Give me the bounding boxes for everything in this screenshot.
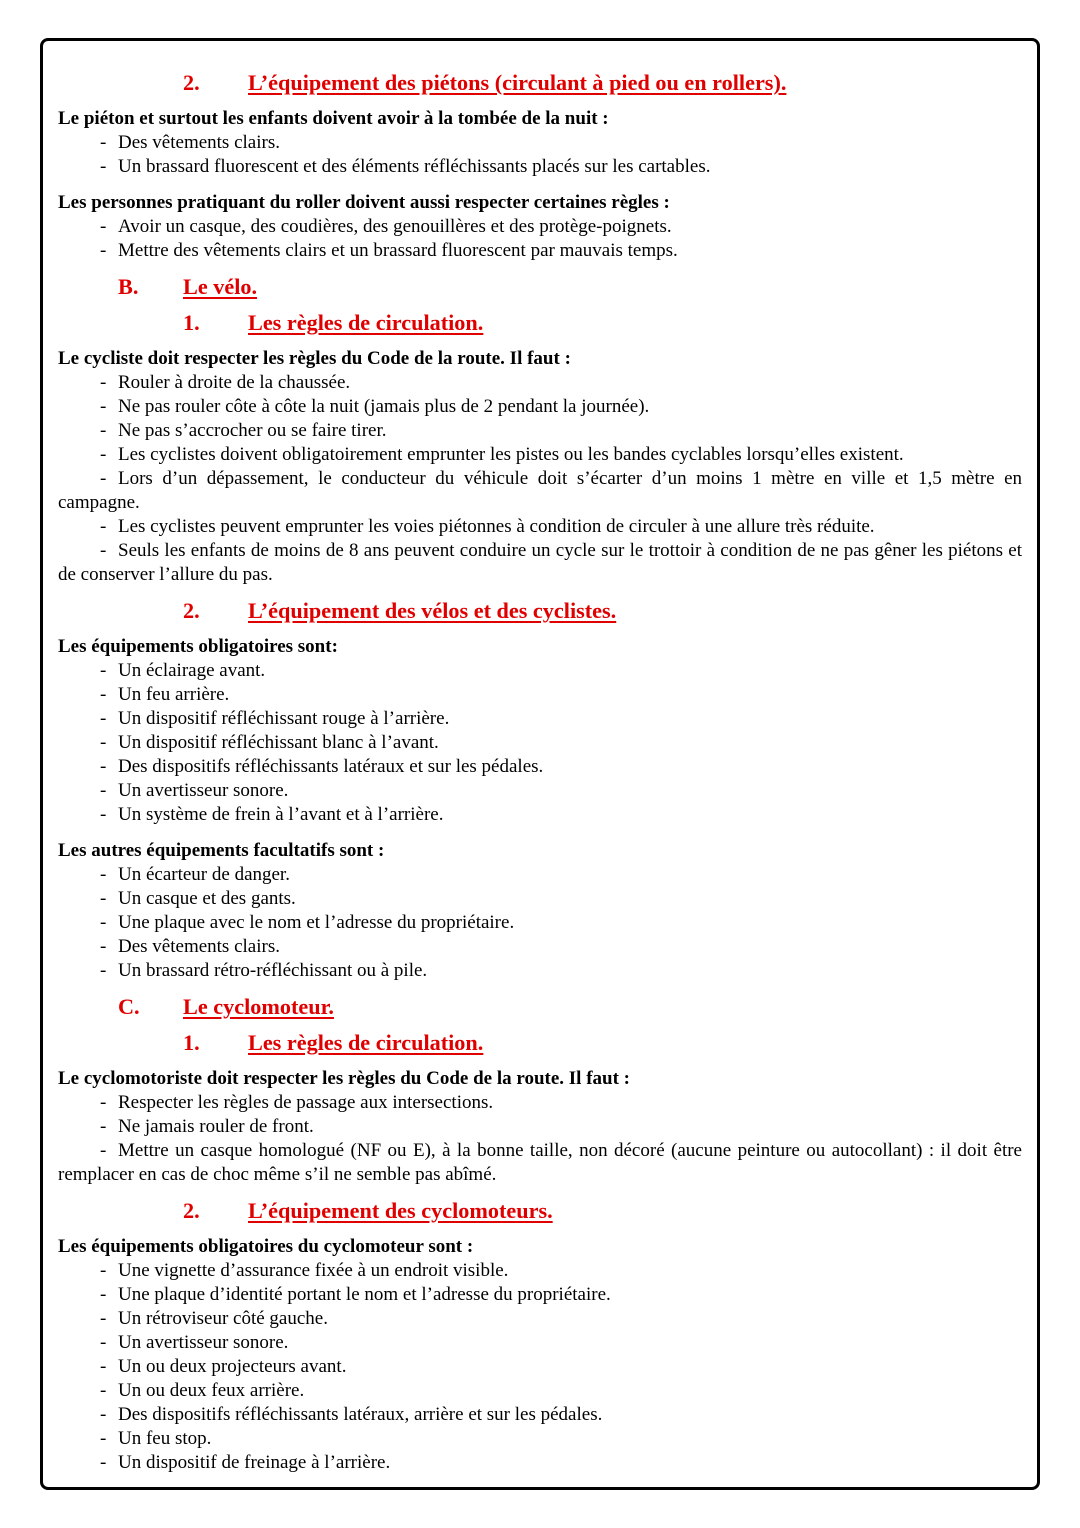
list-item: - Un casque et des gants. (58, 887, 1022, 911)
heading-regles-circulation-cyclo (58, 1031, 1022, 1055)
list-item: - Un avertisseur sonore. (58, 779, 1022, 803)
heading-title: Le cyclomoteur. (183, 994, 334, 1019)
dash-list-pietons (58, 131, 1022, 179)
heading-number: 2. (183, 598, 200, 623)
lead-equipements-obligatoires-velo: Les équipements obligatoires sont: (58, 636, 338, 657)
list-item: - Un feu stop. (58, 1427, 1022, 1451)
list-item: - Des dispositifs réfléchissants latéraux et sur les pédales. (58, 755, 1022, 779)
section-velo (58, 275, 1022, 299)
dash-list-velo-regles (58, 371, 1022, 587)
lead-equipements-cyclomoteur: Les équipements obligatoires du cyclomoteur sont : (58, 1236, 474, 1257)
list-item: - Les cyclistes peuvent emprunter les voies piétonnes à condition de circuler à une allure très réduite. (58, 515, 1022, 539)
list-item: - Des vêtements clairs. (58, 935, 1022, 959)
list-item: - Un avertisseur sonore. (58, 1331, 1022, 1355)
list-item: - Un système de frein à l’avant et à l’arrière. (58, 803, 1022, 827)
list-item: - Un ou deux feux arrière. (58, 1379, 1022, 1403)
section-velo-facultatif (58, 839, 1022, 983)
list-item: - Un feu arrière. (58, 683, 1022, 707)
section-velo-equipement (58, 599, 1022, 827)
list-item: - Respecter les règles de passage aux intersections. (58, 1091, 1022, 1115)
list-item: - Ne jamais rouler de front. (58, 1115, 1022, 1139)
heading-number: 1. (183, 310, 200, 335)
list-item: - Un dispositif réfléchissant blanc à l’avant. (58, 731, 1022, 755)
lead-equipements-facultatifs: Les autres équipements facultatifs sont : (58, 840, 385, 861)
list-item: - Une plaque avec le nom et l’adresse du propriétaire. (58, 911, 1022, 935)
heading-number: 2. (183, 70, 200, 95)
list-item: - Un rétroviseur côté gauche. (58, 1307, 1022, 1331)
lead-cyclomotoriste: Le cyclomotoriste doit respecter les règles du Code de la route. Il faut : (58, 1068, 630, 1089)
lead-pietons: Le piéton et surtout les enfants doivent avoir à la tombée de la nuit : (58, 108, 609, 129)
list-item: - Lors d’un dépassement, le conducteur du véhicule doit s’écarter d’un moins 1 mètre en ville et 1,5 mètre en campagne. (58, 467, 1022, 515)
dash-list-cyclo-equipement (58, 1259, 1022, 1475)
heading-equipement-velos (58, 599, 1022, 623)
list-item: - Rouler à droite de la chaussée. (58, 371, 1022, 395)
list-item: - Un éclairage avant. (58, 659, 1022, 683)
heading-le-velo (58, 275, 1022, 299)
heading-number: 1. (183, 1030, 200, 1055)
list-item: - Les cyclistes doivent obligatoirement emprunter les pistes ou les bandes cyclables lorsqu’elles existent. (58, 443, 1022, 467)
list-item: - Seuls les enfants de moins de 8 ans peuvent conduire un cycle sur le trottoir à condition de ne pas gêner les piétons et de conserver l’allure du pas. (58, 539, 1022, 587)
heading-title: Les règles de circulation. (248, 310, 484, 335)
section-cyclomoteur-equipement (58, 1199, 1022, 1475)
lead-roller: Les personnes pratiquant du roller doivent aussi respecter certaines règles : (58, 192, 670, 213)
list-item: - Un ou deux projecteurs avant. (58, 1355, 1022, 1379)
heading-title: L’équipement des cyclomoteurs. (248, 1198, 553, 1223)
heading-number: 2. (183, 1198, 200, 1223)
heading-title: Le vélo. (183, 274, 258, 299)
heading-equipement-cyclomoteurs (58, 1199, 1022, 1223)
heading-regles-circulation-velo (58, 311, 1022, 335)
heading-title: L’équipement des vélos et des cyclistes. (248, 598, 617, 623)
section-cyclomoteur-regles (58, 1031, 1022, 1187)
list-item: - Un écarteur de danger. (58, 863, 1022, 887)
list-item: - Avoir un casque, des coudières, des genouillères et des protège-poignets. (58, 215, 1022, 239)
heading-le-cyclomoteur (58, 995, 1022, 1019)
section-cyclomoteur (58, 995, 1022, 1019)
section-roller (58, 191, 1022, 263)
list-item: - Un brassard fluorescent et des éléments réfléchissants placés sur les cartables. (58, 155, 1022, 179)
dash-list-velo-facultatif (58, 863, 1022, 983)
heading-title: Les règles de circulation. (248, 1030, 484, 1055)
list-item: - Ne pas rouler côte à côte la nuit (jamais plus de 2 pendant la journée). (58, 395, 1022, 419)
document-page (40, 38, 1040, 1490)
lead-cycliste: Le cycliste doit respecter les règles du Code de la route. Il faut : (58, 348, 571, 369)
list-item: - Un dispositif réfléchissant rouge à l’arrière. (58, 707, 1022, 731)
list-item: - Mettre des vêtements clairs et un brassard fluorescent par mauvais temps. (58, 239, 1022, 263)
list-item: - Une plaque d’identité portant le nom et l’adresse du propriétaire. (58, 1283, 1022, 1307)
list-item: - Un brassard rétro-réfléchissant ou à pile. (58, 959, 1022, 983)
dash-list-velo-equipement (58, 659, 1022, 827)
heading-equipement-pietons (58, 71, 1022, 95)
list-item: - Une vignette d’assurance fixée à un endroit visible. (58, 1259, 1022, 1283)
heading-title: L’équipement des piétons (circulant à pied ou en rollers). (248, 70, 787, 95)
list-item: - Un dispositif de freinage à l’arrière. (58, 1451, 1022, 1475)
section-velo-regles (58, 311, 1022, 587)
dash-list-cyclo-regles (58, 1091, 1022, 1187)
section-equipement-pietons (58, 71, 1022, 179)
dash-list-roller (58, 215, 1022, 263)
list-item: - Mettre un casque homologué (NF ou E), à la bonne taille, non décoré (aucune peinture ou autocollant) : il doit être remplacer en cas de choc même s’il ne semble pas abîmé. (58, 1139, 1022, 1187)
heading-number: B. (118, 274, 139, 299)
list-item: - Des dispositifs réfléchissants latéraux, arrière et sur les pédales. (58, 1403, 1022, 1427)
heading-number: C. (118, 994, 140, 1019)
list-item: - Ne pas s’accrocher ou se faire tirer. (58, 419, 1022, 443)
list-item: - Des vêtements clairs. (58, 131, 1022, 155)
